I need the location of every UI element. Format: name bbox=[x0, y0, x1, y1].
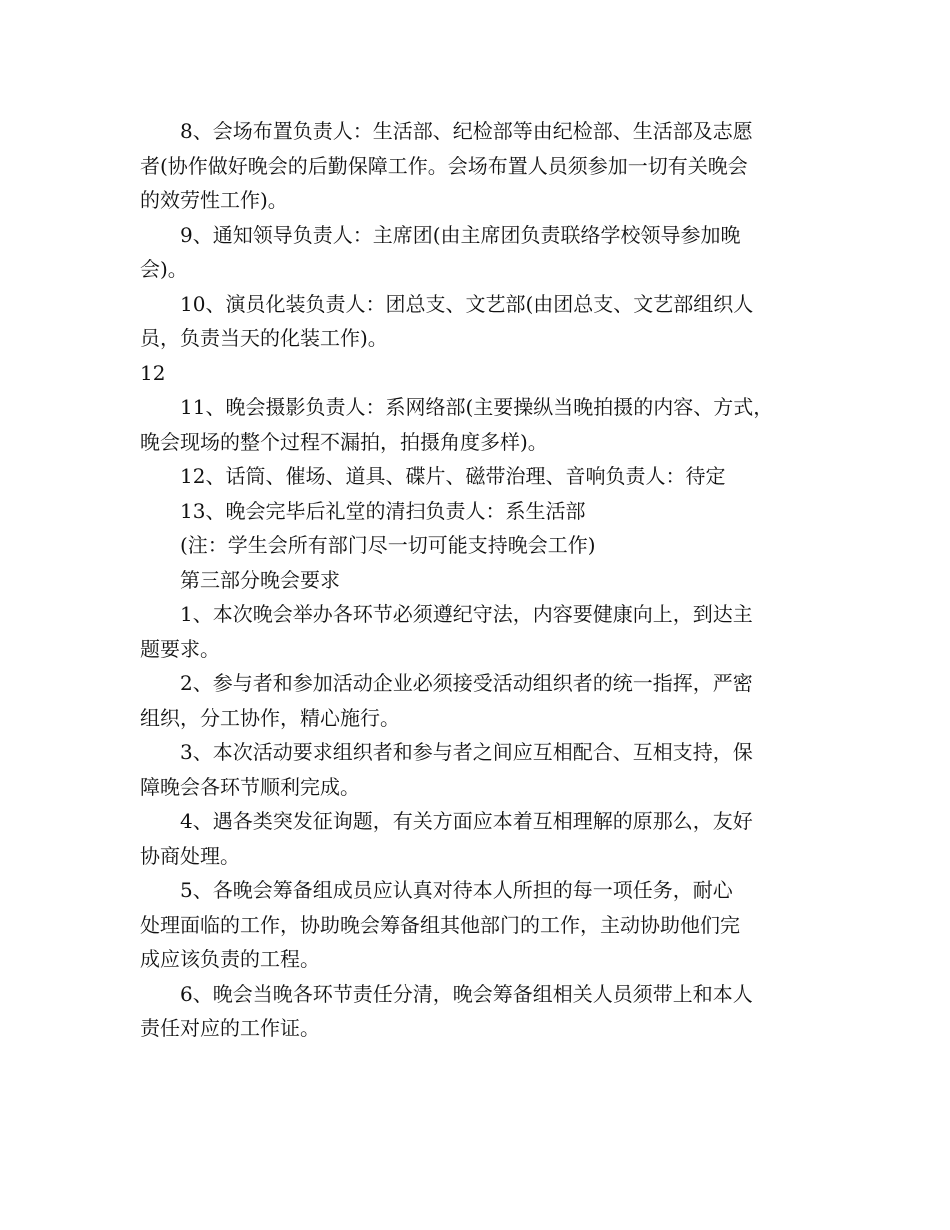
body-paragraph bbox=[140, 597, 830, 666]
body-paragraph bbox=[140, 735, 830, 804]
text-line: 会)。 bbox=[140, 257, 188, 281]
body-paragraph bbox=[140, 459, 830, 494]
text-line: 5、各晚会筹备组成员应认真对待本人所担的每一项任务，耐心 bbox=[180, 878, 733, 902]
body-paragraph bbox=[140, 287, 830, 356]
text-line: 8、会场布置负责人：生活部、纪检部等由纪检部、生活部及志愿 bbox=[180, 119, 753, 143]
text-line: 者(协作做好晚会的后勤保障工作。会场布置人员须参加一切有关晚会 bbox=[140, 153, 748, 178]
body-paragraph bbox=[140, 977, 830, 1046]
body-paragraph bbox=[140, 563, 830, 598]
text-line: (注：学生会所有部门尽一切可能支持晚会工作) bbox=[180, 533, 596, 557]
text-line: 10、演员化装负责人：团总支、文艺部(由团总支、文艺部组织人 bbox=[180, 291, 754, 316]
text-line: 6、晚会当晚各环节责任分清，晚会筹备组相关人员须带上和本人 bbox=[180, 981, 753, 1006]
body-paragraph bbox=[140, 494, 830, 529]
text-line: 12 bbox=[140, 360, 166, 385]
text-line: 4、遇各类突发征询题，有关方面应本着互相理解的原那么，友好 bbox=[180, 809, 753, 833]
body-paragraph bbox=[140, 666, 830, 735]
text-line: 12、话筒、催场、道具、碟片、磁带治理、音响负责人：待定 bbox=[180, 464, 726, 488]
body-paragraph bbox=[140, 218, 830, 287]
text-line: 9、通知领导负责人：主席团(由主席团负责联络学校领导参加晚 bbox=[180, 222, 741, 247]
text-line: 11、晚会摄影负责人：系网络部(主要操纵当晚拍摄的内容、方式， bbox=[180, 395, 774, 419]
body-paragraph bbox=[140, 804, 830, 873]
text-line: 责任对应的工作证。 bbox=[140, 1016, 320, 1040]
body-paragraph bbox=[140, 873, 830, 977]
document-page bbox=[140, 114, 830, 1046]
text-line: 协商处理。 bbox=[140, 843, 240, 868]
text-line: 第三部分晚会要求 bbox=[180, 567, 340, 592]
body-paragraph bbox=[140, 114, 830, 218]
text-line: 13、晚会完毕后礼堂的清扫负责人：系生活部 bbox=[180, 498, 586, 523]
text-line: 障晚会各环节顺利完成。 bbox=[140, 774, 360, 799]
text-line: 题要求。 bbox=[140, 636, 220, 661]
text-line: 2、参与者和参加活动企业必须接受活动组织者的统一指挥，严密 bbox=[180, 671, 753, 695]
text-line: 员，负责当天的化装工作)。 bbox=[140, 326, 388, 350]
text-line: 处理面临的工作，协助晚会筹备组其他部门的工作，主动协助他们完 bbox=[140, 912, 740, 937]
text-line: 组织，分工协作，精心施行。 bbox=[140, 705, 400, 730]
body-paragraph bbox=[140, 528, 830, 563]
text-line: 成应该负责的工程。 bbox=[140, 947, 320, 971]
text-line: 晚会现场的整个过程不漏拍，拍摄角度多样)。 bbox=[140, 429, 548, 454]
text-line: 的效劳性工作)。 bbox=[140, 188, 288, 212]
page-number bbox=[140, 356, 830, 391]
text-line: 3、本次活动要求组织者和参与者之间应互相配合、互相支持，保 bbox=[180, 740, 753, 764]
text-line: 1、本次晚会举办各环节必须遵纪守法，内容要健康向上，到达主 bbox=[180, 602, 753, 626]
body-paragraph bbox=[140, 390, 830, 459]
